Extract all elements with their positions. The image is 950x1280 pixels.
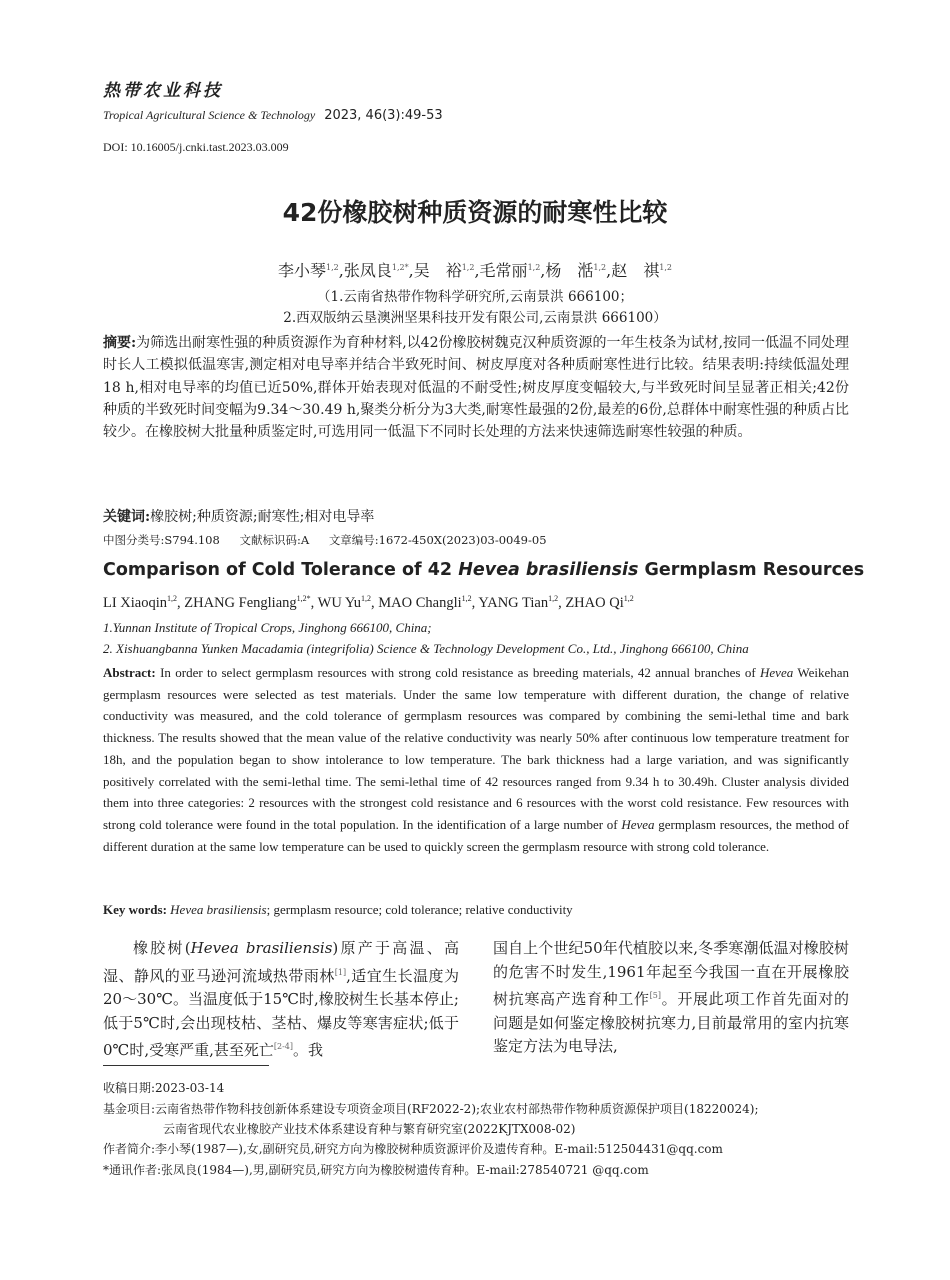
author-affiliation-sup: 1,2	[361, 594, 372, 603]
author-affiliation-sup: 1,2	[659, 263, 672, 272]
footnote-fund-2: 云南省现代农业橡胶产业技术体系建设育种与繁育研究室(2022KJTX008-02)	[163, 1122, 576, 1136]
keywords-en-rest: ; germplasm resource; cold tolerance; relative conductivity	[266, 902, 573, 917]
body-paragraph-left	[103, 937, 459, 1063]
title-en-italic: Hevea brasiliensis	[458, 560, 639, 580]
affiliation-cn-2: 2.西双版纳云垦澳洲坚果科技开发有限公司,云南景洪 666100）	[283, 310, 667, 326]
author-name: 张凤良	[343, 261, 392, 280]
author-separator: ,	[408, 261, 414, 280]
journal-name-cn: 热带农业科技	[103, 81, 223, 101]
keywords-en	[103, 902, 573, 918]
footnote-corresponding: *通讯作者:张凤良(1984—),男,副研究员,研究方向为橡胶树遗传育种。E-mail:278540721 @qq.com	[103, 1163, 649, 1177]
author-separator: ,	[606, 261, 612, 280]
body-text: 国自上个世纪50年代植胶以来,冬季寒潮低温对橡胶树的危害不时发生,1961年起至今我国一直在开展橡胶树抗寒高产选育种工作	[493, 939, 849, 1009]
abstract-en-text-3: germplasm resources, the method of different duration at the same low temperature can be used to quickly screen the germplasm resource with strong cold tolerance.	[103, 816, 849, 854]
footnote-author-bio: 作者简介:李小琴(1987—),女,副研究员,研究方向为橡胶树种质资源评价及遗传育种。E-mail:512504431@qq.com	[103, 1142, 723, 1156]
author-name: MAO Changli	[378, 595, 462, 611]
author-name: 吴 裕	[413, 261, 462, 280]
author-name: 赵 祺	[611, 261, 660, 280]
author-separator: ,	[310, 595, 318, 611]
author-separator: ,	[540, 261, 546, 280]
author-name: ZHAO Qi	[565, 595, 624, 611]
footnote-received: 收稿日期:2023-03-14	[103, 1081, 225, 1095]
affiliation-en-1: 1.Yunnan Institute of Tropical Crops, Jinghong 666100, China;	[103, 620, 432, 635]
author-affiliation-sup: 1,2	[548, 594, 559, 603]
author-separator: ,	[371, 595, 379, 611]
abstract-cn-label: 摘要:	[103, 335, 137, 351]
author-name: LI Xiaoqin	[103, 595, 168, 611]
author-separator: ,	[471, 595, 479, 611]
author-name: ZHANG Fengliang	[184, 595, 297, 611]
author-affiliation-sup: 1,2	[527, 263, 541, 272]
author-name: 毛常丽	[479, 261, 528, 280]
keywords-en-italic: Hevea brasiliensis	[170, 902, 267, 917]
journal-name-en-text: Tropical Agricultural Science & Technology	[103, 108, 316, 122]
abstract-en-hevea-2: Hevea	[621, 816, 655, 832]
author-affiliation-sup: 1,2	[461, 263, 475, 272]
author-affiliation-sup: 1,2	[326, 263, 339, 272]
citation-ref: [5]	[649, 991, 661, 1001]
doi: DOI: 10.16005/j.cnki.tast.2023.03.009	[103, 140, 289, 154]
classification-line	[103, 532, 563, 548]
body-text: 橡胶树(	[133, 939, 191, 957]
body-column-left	[103, 937, 459, 1063]
class-number: 中图分类号:S794.108	[103, 533, 220, 547]
affiliation-en-2: 2. Xishuangbanna Yunken Macadamia (integrifolia) Science & Technology Development Co., Ltd., Jinghong 666100, China	[103, 641, 749, 656]
author-affiliation-sup: 1,2	[167, 594, 178, 603]
keywords-cn-text: 橡胶树;种质资源;耐寒性;相对电导率	[150, 509, 375, 525]
keywords-cn	[103, 506, 374, 526]
body-text: 。我	[293, 1041, 324, 1060]
author-name: 李小琴	[278, 261, 327, 280]
body-text: )原产于高温、高湿、静风的亚马逊河流域热带雨林	[103, 939, 460, 985]
abstract-en-hevea-1: Hevea	[760, 665, 794, 680]
author-affiliation-sup: 1,2	[593, 263, 607, 272]
journal-citation: 2023, 46(3):49-53	[324, 108, 443, 123]
author-affiliation-sup: 1,2*	[296, 594, 311, 603]
abstract-en-text-1: In order to select germplasm resources with strong cold resistance as breeding materials, 42 annual branches of	[155, 665, 761, 680]
author-separator: ,	[177, 595, 185, 611]
keywords-cn-label: 关键词:	[103, 509, 151, 525]
author-name: YANG Tian	[478, 595, 549, 611]
abstract-cn	[103, 332, 849, 443]
footnote-divider	[103, 1065, 269, 1066]
abstract-en-label: Abstract:	[103, 665, 156, 680]
author-separator: ,	[338, 261, 344, 280]
doc-code: 文献标识码:A	[239, 533, 310, 547]
body-text: ,适宜生长温度为20～30℃。当温度低于15℃时,橡胶树生长基本停止;低于5℃时,会出现枝枯、茎枯、爆皮等寒害症状;低于0℃时,受寒严重,甚至死亡	[103, 966, 459, 1060]
abstract-cn-text: 为筛选出耐寒性强的种质资源作为育种材料,以42份橡胶树魏克汉种质资源的一年生枝条为试材,按同一低温不同处理时长人工模拟低温寒害,测定相对电导率并结合半致死时间、树皮厚度对各种质耐寒性进行比较。结果表明:持续低温处理18 h,相对电导率的均值已近50%,群体开始表现对低温的不耐受性;树皮厚度变幅较大,与半致死时间呈显著正相关;42份种质的半致死时间变幅为9.34～30.49 h,聚类分析分为3大类,耐寒性最强的2份,最差的6份,总群体中耐寒性强的种质占比较少。在橡胶树大批量种质鉴定时,可选用同一低温下不同时长处理的方法来快速筛选耐寒性较强的种质。	[103, 335, 849, 441]
abstract-en-text-2: Weikehan germplasm resources were selected as test materials. Under the same low temperature with different duration, the change of relative conductivity was measured, and the cold tolerance of germplasm resources was compared by combining the semi-lethal time and bark thickness. The results showed that the mean value of the relative conductivity was nearly 50% after continuous low temperature treatment for 18h, and the population began to show intolerance to low temperature. The bark thickness had a large variation, and was significantly positively correlated with the semi-lethal time. The semi-lethal time of 42 resources ranged from 9.34 h to 30.49h. Cluster analysis divided them into three categories: 2 resources with the strongest cold resistance and 6 resources with the worst cold resistance. Few resources with strong cold tolerance were found in the total population. In the identification of a large number of	[103, 665, 849, 832]
author-affiliation-sup: 1,2	[623, 594, 634, 603]
abstract-en	[103, 662, 849, 857]
title-en-prefix: Comparison of Cold Tolerance of 42	[103, 560, 459, 580]
citation-ref: [2-4]	[273, 1042, 293, 1052]
affiliation-cn-1: （1.云南省热带作物科学研究所,云南景洪 666100；	[317, 289, 633, 305]
author-affiliation-sup: 1,2	[461, 594, 472, 603]
citation-ref: [1]	[334, 967, 347, 977]
author-separator: ,	[558, 595, 566, 611]
author-separator: ,	[474, 261, 480, 280]
article-number: 文章编号:1672-450X(2023)03-0049-05	[328, 533, 547, 547]
authors-cn	[0, 258, 950, 281]
author-name: 杨 湉	[545, 261, 594, 280]
body-paragraph-right	[493, 937, 849, 1059]
body-text: 。开展此项工作首先面对的问题是如何鉴定橡胶树抗寒力,目前最常用的室内抗寒鉴定方法为电导法,	[493, 990, 849, 1056]
body-column-right	[493, 937, 849, 1059]
author-affiliation-sup: 1,2*	[391, 263, 409, 272]
journal-name-en	[103, 108, 443, 123]
author-name: WU Yu	[317, 595, 362, 611]
footnote-fund-1: 基金项目:云南省热带作物科技创新体系建设专项资金项目(RF2022-2);农业农村部热带作物种质资源保护项目(18220024);	[103, 1102, 759, 1116]
title-en-suffix: Germplasm Resources	[638, 560, 865, 580]
authors-en	[103, 594, 634, 612]
title-cn: 42份橡胶树种质资源的耐寒性比较	[282, 198, 668, 227]
title-en	[103, 560, 864, 580]
body-italic-species: Hevea brasiliensis	[190, 939, 333, 957]
keywords-en-label: Key words:	[103, 902, 167, 917]
